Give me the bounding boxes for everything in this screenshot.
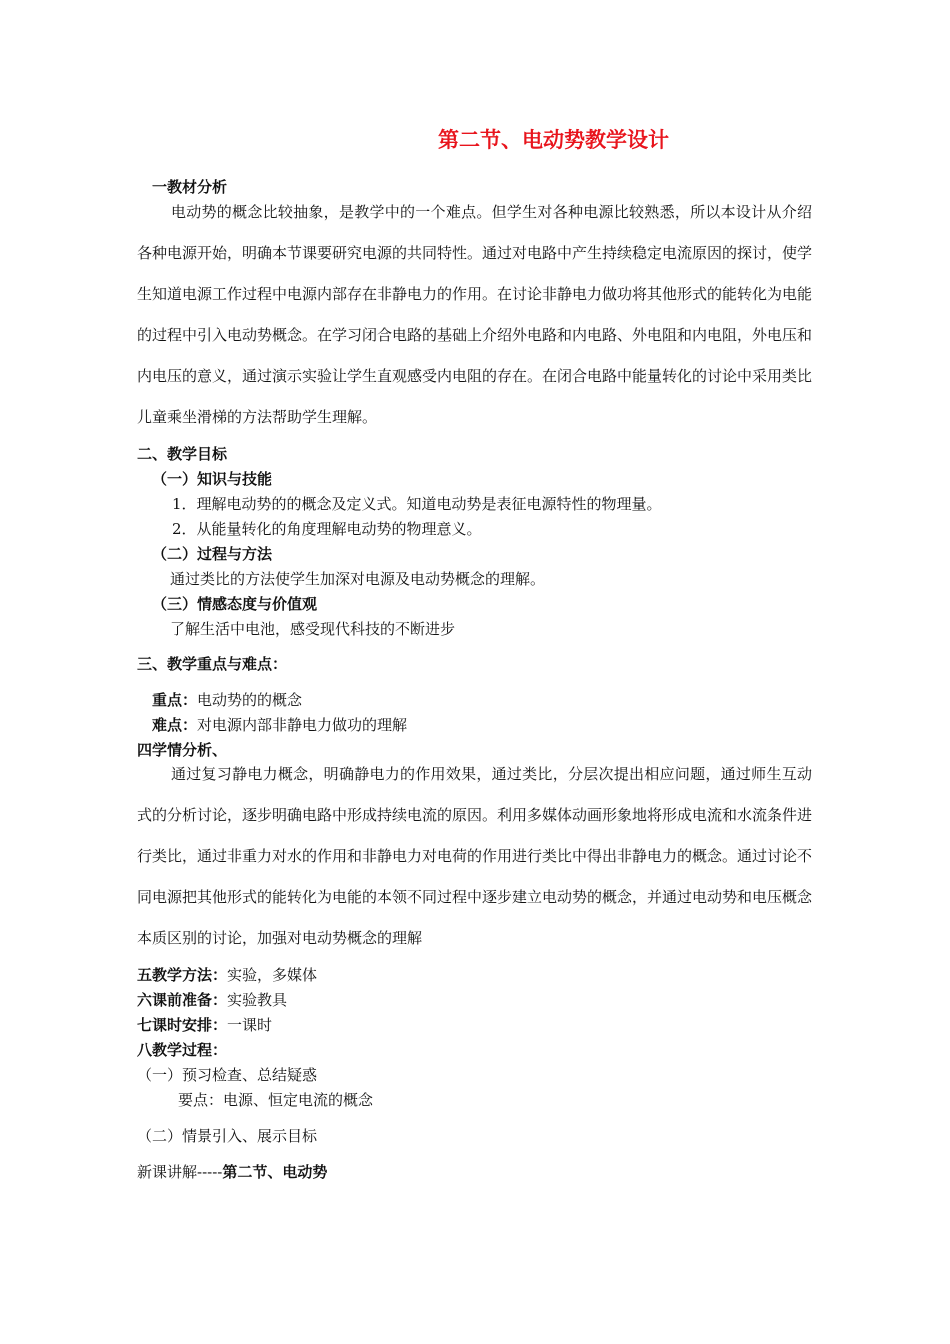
process-methods-text: 通过类比的方法使学生加深对电源及电动势概念的理解。	[170, 570, 546, 588]
key-point-text: 电动势的的概念	[197, 691, 303, 709]
preparation-text: 实验教具	[227, 991, 288, 1009]
key-point-line	[152, 690, 302, 710]
section-heading-learner-analysis: 四学情分析、	[137, 741, 228, 759]
subheading-knowledge-skills: （一）知识与技能	[152, 470, 273, 488]
difficulty-label: 难点：	[152, 716, 198, 734]
teaching-method-label: 五教学方法：	[137, 966, 228, 984]
difficulty-line	[152, 715, 407, 735]
process-step-1-note: 要点：电源、恒定电流的概念	[178, 1091, 374, 1109]
difficulty-text: 对电源内部非静电力做功的理解	[197, 716, 408, 734]
learner-analysis-paragraph: 通过复习静电力概念，明确静电力的作用效果，通过类比，分层次提出相应问题，通过师生互动式的分析讨论，逐步明确电路中形成持续电流的原因。利用多媒体动画形象地将形成电流和水流条件进行类比，通过非重力对水的作用和非静电力对电荷的作用进行类比中得出非静电力的概念。通过讨论不同电源把其他形式的能转化为电能的本领不同过程中逐步建立电动势的概念，并通过电动势和电压概念本质区别的讨论，加强对电动势概念的理解	[137, 765, 813, 947]
attitudes-values-text: 了解生活中电池，感受现代科技的不断进步	[170, 620, 456, 638]
subheading-attitudes-values: （三）情感态度与价值观	[152, 595, 318, 613]
goal-item-1: 1．理解电动势的的概念及定义式。知道电动势是表征电源特性的物理量。	[172, 495, 662, 513]
section-heading-teaching-process: 八教学过程：	[137, 1041, 228, 1059]
teaching-method-line	[137, 965, 317, 985]
process-step-1: （一）预习检查、总结疑惑	[137, 1066, 318, 1084]
document-title: 第二节、电动势教学设计	[438, 128, 669, 152]
process-step-3	[137, 1162, 327, 1182]
process-step-3-prefix: 新课讲解-----	[137, 1163, 223, 1181]
schedule-line	[137, 1015, 272, 1035]
subheading-process-methods: （二）过程与方法	[152, 545, 273, 563]
process-step-3-title: 第二节、电动势	[222, 1163, 328, 1181]
goal-item-2: 2．从能量转化的角度理解电动势的物理意义。	[172, 520, 482, 538]
section-heading-key-points: 三、教学重点与难点：	[137, 655, 288, 673]
process-step-2: （二）情景引入、展示目标	[137, 1127, 318, 1145]
preparation-label: 六课前准备：	[137, 991, 228, 1009]
section-heading-teaching-goals: 二、教学目标	[137, 445, 228, 463]
schedule-text: 一课时	[227, 1016, 273, 1034]
preparation-line	[137, 990, 287, 1010]
teaching-method-text: 实验，多媒体	[227, 966, 318, 984]
section-heading-textbook-analysis: 一教材分析	[152, 178, 228, 196]
schedule-label: 七课时安排：	[137, 1016, 228, 1034]
key-point-label: 重点：	[152, 691, 198, 709]
textbook-analysis-paragraph: 电动势的概念比较抽象，是教学中的一个难点。但学生对各种电源比较熟悉，所以本设计从介绍各种电源开始，明确本节课要研究电源的共同特性。通过对电路中产生持续稳定电流原因的探讨，使学生知道电源工作过程中电源内部存在非静电力的作用。在讨论非静电力做功将其他形式的能转化为电能的过程中引入电动势概念。在学习闭合电路的基础上介绍外电路和内电路、外电阻和内电阻，外电压和内电压的意义，通过演示实验让学生直观感受内电阻的存在。在闭合电路中能量转化的讨论中采用类比儿童乘坐滑梯的方法帮助学生理解。	[137, 203, 813, 426]
